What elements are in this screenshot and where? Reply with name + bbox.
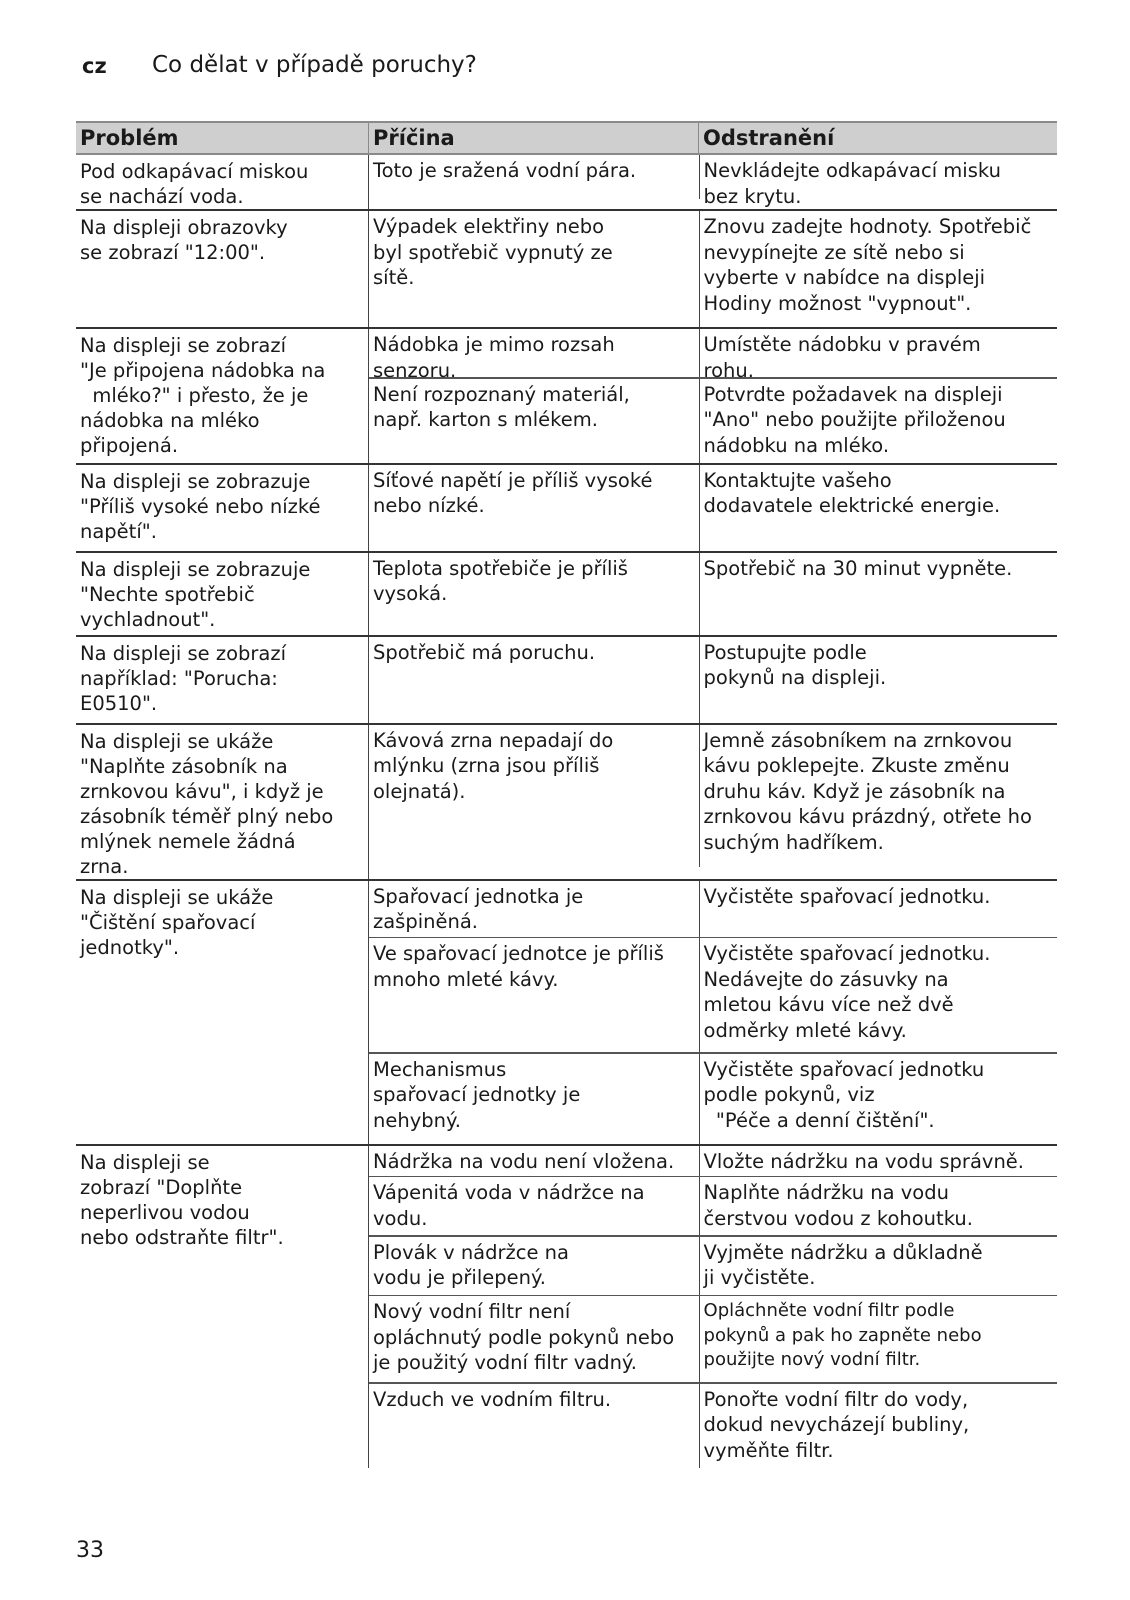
problem-cell: Na displeji se zobrazí "Je připojena nádobka na mléko?" i přesto, že je nádobka na mléko připojená. — [80, 334, 326, 457]
table-row — [369, 1237, 1057, 1295]
cause-solution-column — [368, 881, 1057, 1144]
cause-cell: Plovák v nádržce na vodu je přilepený. — [373, 1240, 569, 1289]
solution-cell: Spotřebič na 30 minut vypněte. — [699, 553, 1057, 635]
solution-cell: Ponořte vodní filtr do vody, dokud nevycházejí bubliny, vyměňte filtr. — [699, 1384, 1057, 1468]
solution-cell: Naplňte nádržku na vodu čerstvou vodou z kohoutku. — [699, 1177, 1057, 1235]
table-row — [369, 1177, 1057, 1235]
cause-cell: Mechanismus spařovací jednotky je nehybný. — [373, 1057, 581, 1132]
cause-cell: Síťové napětí je příliš vysoké nebo nízké. — [373, 468, 653, 517]
page-number: 33 — [76, 1538, 104, 1563]
table-row — [369, 1296, 1057, 1382]
problem-cell: Na displeji se zobrazuje "Nechte spotřebič vychladnout". — [80, 557, 311, 631]
table-row — [369, 1384, 1057, 1468]
cause-cell: Spařovací jednotka je zašpiněná. — [373, 884, 584, 933]
cause-cell: Spotřebič má poruchu. — [373, 640, 596, 664]
table-row — [369, 881, 1057, 937]
solution-cell: Vyčistěte spařovací jednotku podle pokynů, viz "Péče a denní čištění". — [699, 1054, 1057, 1144]
cause-solution-column — [368, 1146, 1057, 1468]
cause-cell: Toto je sražená vodní pára. — [373, 159, 637, 182]
cause-cell: Nádobka je mimo rozsah senzoru. — [373, 333, 615, 382]
table-row — [369, 637, 1057, 723]
table-row — [369, 379, 1057, 463]
problem-group — [76, 553, 1057, 635]
cause-cell: Nádržka na vodu není vložena. — [373, 1149, 675, 1173]
cause-cell: Kávová zrna nepadají do mlýnku (zrna jsou příliš olejnatá). — [373, 728, 614, 803]
problem-cell: Na displeji se zobrazí "Doplňte neperlivou vodou nebo odstraňte filtr". — [80, 1150, 284, 1249]
solution-cell: Vložte nádržku na vodu správně. — [699, 1146, 1057, 1176]
problem-cell: Na displeji se zobrazí například: "Porucha: E0510". — [80, 641, 287, 715]
table-row — [369, 725, 1057, 867]
cause-solution-column — [368, 465, 1057, 551]
cause-cell: Vápenitá voda v nádržce na vodu. — [373, 1181, 645, 1230]
problem-cell: Na displeji se zobrazuje "Příliš vysoké nebo nízké napětí". — [80, 469, 321, 543]
cause-cell: Ve spařovací jednotce je příliš mnoho mleté kávy. — [373, 942, 664, 991]
solution-cell: Vyčistěte spařovací jednotku. Nedávejte do zásuvky na mletou kávu více než dvě odměrky mleté kávy. — [699, 938, 1057, 1052]
table-row — [369, 553, 1057, 635]
cause-cell: Nový vodní filtr není opláchnutý podle pokynů nebo je použitý vodní filtr vadný. — [373, 1300, 675, 1374]
table-row — [369, 938, 1057, 1052]
table-row — [369, 211, 1057, 327]
problem-group — [76, 211, 1057, 327]
solution-cell: Vyčistěte spařovací jednotku. — [699, 881, 1057, 937]
header-problem: Problém — [80, 126, 179, 150]
problem-cell: Na displeji obrazovky se zobrazí "12:00". — [80, 216, 288, 264]
problem-cell: Pod odkapávací miskou se nachází voda. — [80, 160, 309, 208]
language-code: cz — [82, 54, 107, 78]
problem-cell: Na displeji se ukáže "Čištění spařovací jednotky". — [80, 885, 274, 959]
solution-cell: Postupujte podle pokynů na displeji. — [699, 637, 1057, 723]
cause-solution-column — [368, 637, 1057, 723]
problem-group — [76, 155, 1057, 209]
table-row — [369, 329, 1057, 382]
cause-solution-column — [368, 725, 1057, 879]
solution-cell: Kontaktujte vašeho dodavatele elektrické energie. — [699, 465, 1057, 551]
table-row — [369, 155, 1057, 208]
solution-cell: Znovu zadejte hodnoty. Spotřebič nevypínejte ze sítě nebo si vyberte v nabídce na displeji Hodiny možnost "vypnout". — [699, 211, 1057, 327]
cause-solution-column — [368, 329, 1057, 463]
solution-cell: Jemně zásobníkem na zrnkovou kávu poklepejte. Zkuste změnu druhu káv. Když je zásobník na zrnkovou kávu prázdný, otřete ho suchým hadříkem. — [699, 725, 1057, 867]
page-title: Co dělat v případě poruchy? — [152, 52, 477, 78]
cause-solution-column — [368, 211, 1057, 327]
troubleshooting-table — [76, 121, 1057, 1468]
problem-group — [76, 881, 1057, 1144]
solution-cell: Opláchněte vodní filtr podle pokynů a pak ho zapněte nebo použijte nový vodní filtr. — [699, 1296, 1057, 1382]
solution-cell: Vyjměte nádržku a důkladně ji vyčistěte. — [699, 1237, 1057, 1295]
cause-cell: Není rozpoznaný materiál, např. karton s mlékem. — [373, 382, 630, 431]
problem-group — [76, 329, 1057, 463]
cause-cell: Výpadek elektřiny nebo byl spotřebič vypnutý ze sítě. — [373, 215, 613, 289]
table-row — [369, 1146, 1057, 1176]
solution-cell: Potvrdte požadavek na displeji "Ano" nebo použijte přiloženou nádobku na mléko. — [699, 379, 1057, 463]
problem-group — [76, 465, 1057, 551]
problem-group — [76, 637, 1057, 723]
table-row — [369, 465, 1057, 551]
header-cause: Příčina — [368, 123, 698, 153]
cause-cell: Teplota spotřebiče je příliš vysoká. — [373, 556, 628, 605]
cause-solution-column — [368, 553, 1057, 635]
problem-group — [76, 725, 1057, 879]
header-solution: Odstranění — [698, 123, 1057, 153]
problem-group — [76, 1146, 1057, 1468]
solution-cell: Umístěte nádobku v pravém rohu. — [699, 329, 1057, 377]
table-header — [76, 121, 1057, 155]
problem-cell: Na displeji se ukáže "Naplňte zásobník na zrnkovou kávu", i když je zásobník téměř plný nebo mlýnek nemele žádná zrna. — [80, 729, 334, 878]
cause-cell: Vzduch ve vodním filtru. — [373, 1387, 612, 1411]
table-row — [369, 1054, 1057, 1144]
cause-solution-column — [368, 155, 1057, 209]
table-body — [76, 155, 1057, 1468]
solution-cell: Nevkládejte odkapávací misku bez krytu. — [699, 155, 1057, 199]
